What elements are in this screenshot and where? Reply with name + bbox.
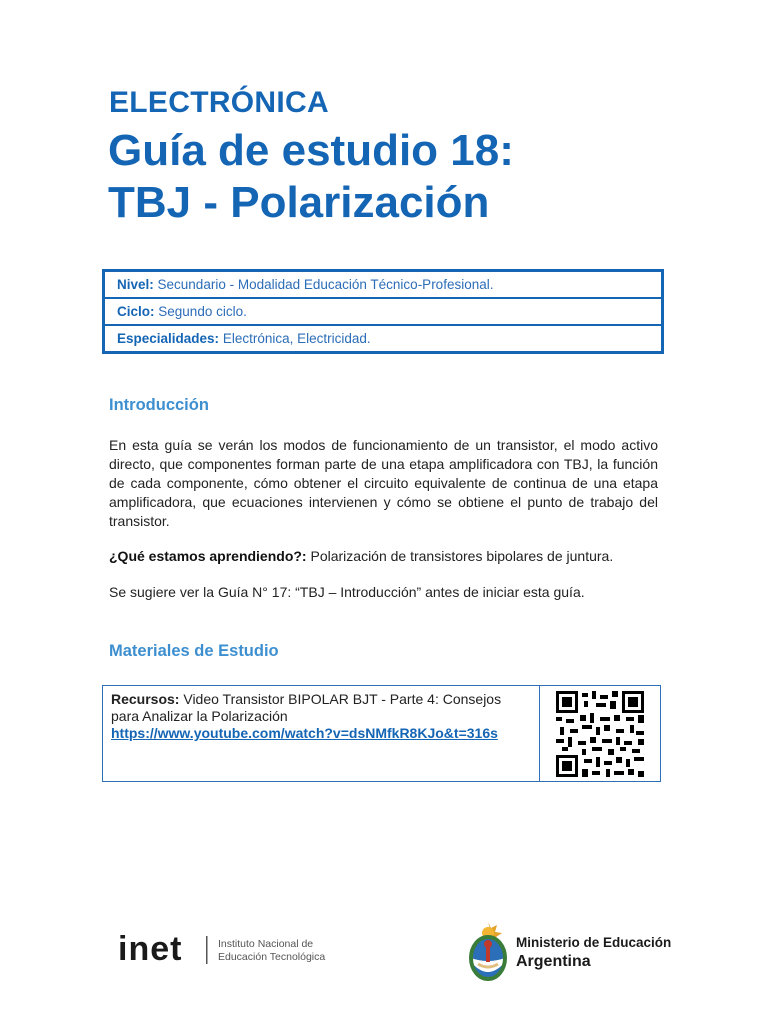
especialidades-label: Especialidades: <box>117 331 220 346</box>
coat-of-arms-icon <box>471 922 505 979</box>
resource-link[interactable]: https://www.youtube.com/watch?v=dsNMfkR8KJo&t=316s <box>111 725 498 741</box>
materials-heading: Materiales de Estudio <box>109 642 279 660</box>
info-row-nivel <box>105 272 661 299</box>
ministry-line1: Ministerio de Educación <box>516 935 672 950</box>
info-row-ciclo <box>105 299 661 326</box>
especialidades-value: Electrónica, Electricidad. <box>222 331 371 346</box>
inet-logo <box>118 928 348 977</box>
ciclo-label: Ciclo: <box>117 304 155 319</box>
qr-code-icon <box>556 691 644 777</box>
resource-box <box>102 685 661 782</box>
intro-paragraph: En esta guía se verán los modos de funcionamiento de un transistor, el modo activo directo, que componentes forman parte de una etapa amplificadora con TBJ, la función de cada componente, cómo obtener el circuito equivalente de continua de una etapa amplificadora, que ecuaciones intervienen y cómo se obtiene el punto de trabajo del transistor. <box>109 437 658 529</box>
resource-text-cell <box>103 686 539 781</box>
title-line-1: Guía de estudio 18: <box>108 126 514 175</box>
ministry-logo <box>462 920 672 987</box>
inet-wordmark: inet <box>118 930 183 968</box>
nivel-label: Nivel: <box>117 277 154 292</box>
nivel-value: Secundario - Modalidad Educación Técnico-Profesional. <box>157 277 494 292</box>
suggestion-line: Se sugiere ver la Guía N° 17: “TBJ – Introducción” antes de iniciar esta guía. <box>109 584 585 600</box>
subject-heading: ELECTRÓNICA <box>109 86 329 119</box>
learning-line <box>109 547 658 566</box>
title-line-2: TBJ - Polarización <box>108 178 490 227</box>
info-row-especialidades <box>105 326 661 351</box>
page-title <box>108 125 514 229</box>
qr-code-cell <box>539 686 660 781</box>
inet-name-line2: Educación Tecnológica <box>218 951 326 963</box>
inet-logo-icon <box>118 928 348 972</box>
ciclo-value: Segundo ciclo. <box>158 304 247 319</box>
inet-name-line1: Instituto Nacional de <box>218 938 314 950</box>
ministry-logo-icon <box>462 920 672 982</box>
ministry-line2: Argentina <box>516 953 591 970</box>
question-label: ¿Qué estamos aprendiendo?: <box>109 548 307 564</box>
intro-heading: Introducción <box>109 396 209 414</box>
resource-title: Video Transistor BIPOLAR BJT - Parte 4: Consejos para Analizar la Polarización <box>111 691 502 724</box>
info-table <box>102 269 664 354</box>
resource-label: Recursos: <box>111 691 180 707</box>
question-value: Polarización de transistores bipolares de juntura. <box>310 548 614 564</box>
